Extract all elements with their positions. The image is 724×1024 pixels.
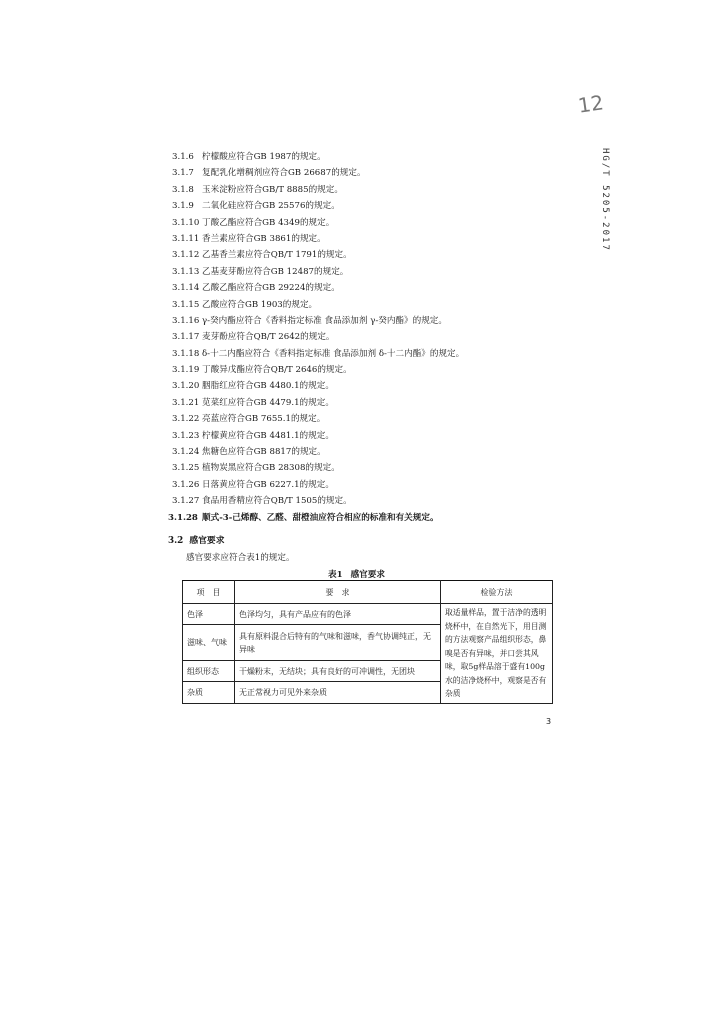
row-requirement: 具有原料混合后特有的气味和滋味，香气协调纯正，无异味 xyxy=(235,625,441,661)
table-number: 表1 xyxy=(328,570,343,580)
clause-number: 3.1.11 xyxy=(172,233,200,244)
clause-item xyxy=(172,182,612,198)
clause-item xyxy=(172,411,612,427)
clause-number: 3.1.26 xyxy=(172,479,200,490)
row-item: 滋味、气味 xyxy=(183,625,235,661)
clause-item xyxy=(172,346,612,362)
table-title: 感官要求 xyxy=(350,570,385,580)
clause-text: 乙酸乙酯应符合GB 29224的规定。 xyxy=(202,283,340,294)
table-row xyxy=(183,604,553,625)
clause-number: 3.1.21 xyxy=(172,397,200,408)
clause-text: 二氧化硅应符合GB 25576的规定。 xyxy=(202,201,340,212)
table-caption xyxy=(328,568,385,580)
clause-item xyxy=(172,444,612,460)
clause-number: 3.1.12 xyxy=(172,250,200,261)
section-heading xyxy=(168,533,225,546)
clause-item xyxy=(172,165,612,181)
clause-item xyxy=(172,395,612,411)
row-item: 组织形态 xyxy=(183,661,235,682)
clause-item xyxy=(172,460,612,476)
clause-number: 3.1.19 xyxy=(172,365,200,376)
clause-number: 3.1.25 xyxy=(172,463,200,474)
clause-text: 乙酸应符合GB 1903的规定。 xyxy=(202,299,318,310)
clause-number: 3.1.6 xyxy=(172,152,194,162)
row-requirement: 色泽均匀，具有产品应有的色泽 xyxy=(235,604,441,625)
clause-text: γ-癸内酯应符合《香料指定标准 食品添加剂 γ-癸内酯》的规定。 xyxy=(202,315,447,326)
clause-text: 柠檬酸应符合GB 1987的规定。 xyxy=(202,152,326,162)
clause-item xyxy=(172,149,612,165)
side-margin-code: HG/T 5205-2017 xyxy=(600,148,610,252)
clause-number: 3.1.15 xyxy=(172,299,200,310)
clause-text: 柠檬黄应符合GB 4481.1的规定。 xyxy=(202,430,334,441)
sensory-requirements-table xyxy=(182,580,553,704)
corner-handwritten-mark: 12 xyxy=(576,90,605,118)
clause-item xyxy=(172,378,612,394)
clause-number: 3.1.27 xyxy=(172,496,200,507)
clause-item xyxy=(172,231,612,247)
clause-item xyxy=(172,297,612,313)
row-item: 杂质 xyxy=(183,682,235,703)
clause-number: 3.1.18 xyxy=(172,348,200,359)
page-number: 3 xyxy=(546,717,552,726)
clause-number: 3.1.14 xyxy=(172,283,200,294)
clause-item xyxy=(172,313,612,329)
clause-text: 玉米淀粉应符合GB/T 8885的规定。 xyxy=(202,184,343,195)
clause-number: 3.1.16 xyxy=(172,315,200,326)
inspection-method: 取适量样品，置于洁净的透明烧杯中，在自然光下，用目测的方法观察产品组织形态，鼻嗅是否有异味，并口尝其风味，取5g样品溶于盛有100g水的洁净烧杯中，观察是否有杂质 xyxy=(441,604,553,704)
clause-item xyxy=(172,247,612,263)
clause-item xyxy=(172,264,612,280)
clause-item xyxy=(172,493,612,509)
clause-text: 乙基香兰素应符合QB/T 1791的规定。 xyxy=(202,250,352,261)
row-requirement: 干燥粉末，无结块；具有良好的可冲调性，无团块 xyxy=(235,661,441,682)
clause-number: 3.1.10 xyxy=(172,217,200,228)
clause-text: 麦芽酚应符合QB/T 2642的规定。 xyxy=(202,332,335,343)
clause-item xyxy=(172,215,612,231)
clause-item xyxy=(172,428,612,444)
clause-number: 3.1.13 xyxy=(172,266,200,277)
clause-text: 香兰素应符合GB 3861的规定。 xyxy=(202,233,326,244)
clause-number: 3.1.17 xyxy=(172,332,200,343)
clause-item xyxy=(172,477,612,493)
section-title: 感官要求 xyxy=(189,536,225,546)
table-header-row xyxy=(183,581,553,604)
clause-text: 焦糖色应符合GB 8817的规定。 xyxy=(202,447,326,458)
clause-item xyxy=(172,280,612,296)
clause-text: 食品用香精应符合QB/T 1505的规定。 xyxy=(202,496,352,507)
header-item: 项 目 xyxy=(183,581,235,604)
clause-text: δ-十二内酯应符合《香料指定标准 食品添加剂 δ-十二内酯》的规定。 xyxy=(202,348,465,359)
clause-text: 胭脂红应符合GB 4480.1的规定。 xyxy=(202,381,334,392)
clause-number: 3.1.9 xyxy=(172,201,194,212)
clause-number: 3.1.8 xyxy=(172,184,194,195)
clause-text: 植物炭黑应符合GB 28308的规定。 xyxy=(202,463,340,474)
clause-text: 丁酸异戊酯应符合QB/T 2646的规定。 xyxy=(202,365,352,376)
section-number: 3.2 xyxy=(168,536,184,546)
header-method: 检验方法 xyxy=(441,581,553,604)
section-intro: 感官要求应符合表1的规定。 xyxy=(186,553,295,563)
clause-item xyxy=(172,362,612,378)
header-requirement: 要 求 xyxy=(235,581,441,604)
clause-number: 3.1.23 xyxy=(172,430,200,441)
clause-text: 亮蓝应符合GB 7655.1的规定。 xyxy=(202,414,326,425)
clause-text: 乙基麦芽酚应符合GB 12487的规定。 xyxy=(202,266,349,277)
clause-number: 3.1.24 xyxy=(172,447,200,458)
clause-number: 3.1.22 xyxy=(172,414,200,425)
clause-item xyxy=(172,329,612,345)
clause-number: 3.1.28 xyxy=(168,512,198,523)
row-requirement: 无正常视力可见外来杂质 xyxy=(235,682,441,703)
row-item: 色泽 xyxy=(183,604,235,625)
clause-text: 苋菜红应符合GB 4479.1的规定。 xyxy=(202,397,334,408)
clause-item xyxy=(168,510,612,526)
clause-text: 日落黄应符合GB 6227.1的规定。 xyxy=(202,479,334,490)
clause-text: 顺式-3-己烯醇、乙醛、甜橙油应符合相应的标准和有关规定。 xyxy=(202,512,439,523)
clause-text: 丁酸乙酯应符合GB 4349的规定。 xyxy=(202,217,335,228)
clause-list xyxy=(168,149,612,526)
clause-item xyxy=(172,198,612,214)
clause-number: 3.1.20 xyxy=(172,381,200,392)
clause-number: 3.1.7 xyxy=(172,168,194,179)
clause-text: 复配乳化增稠剂应符合GB 26687的规定。 xyxy=(202,168,366,179)
